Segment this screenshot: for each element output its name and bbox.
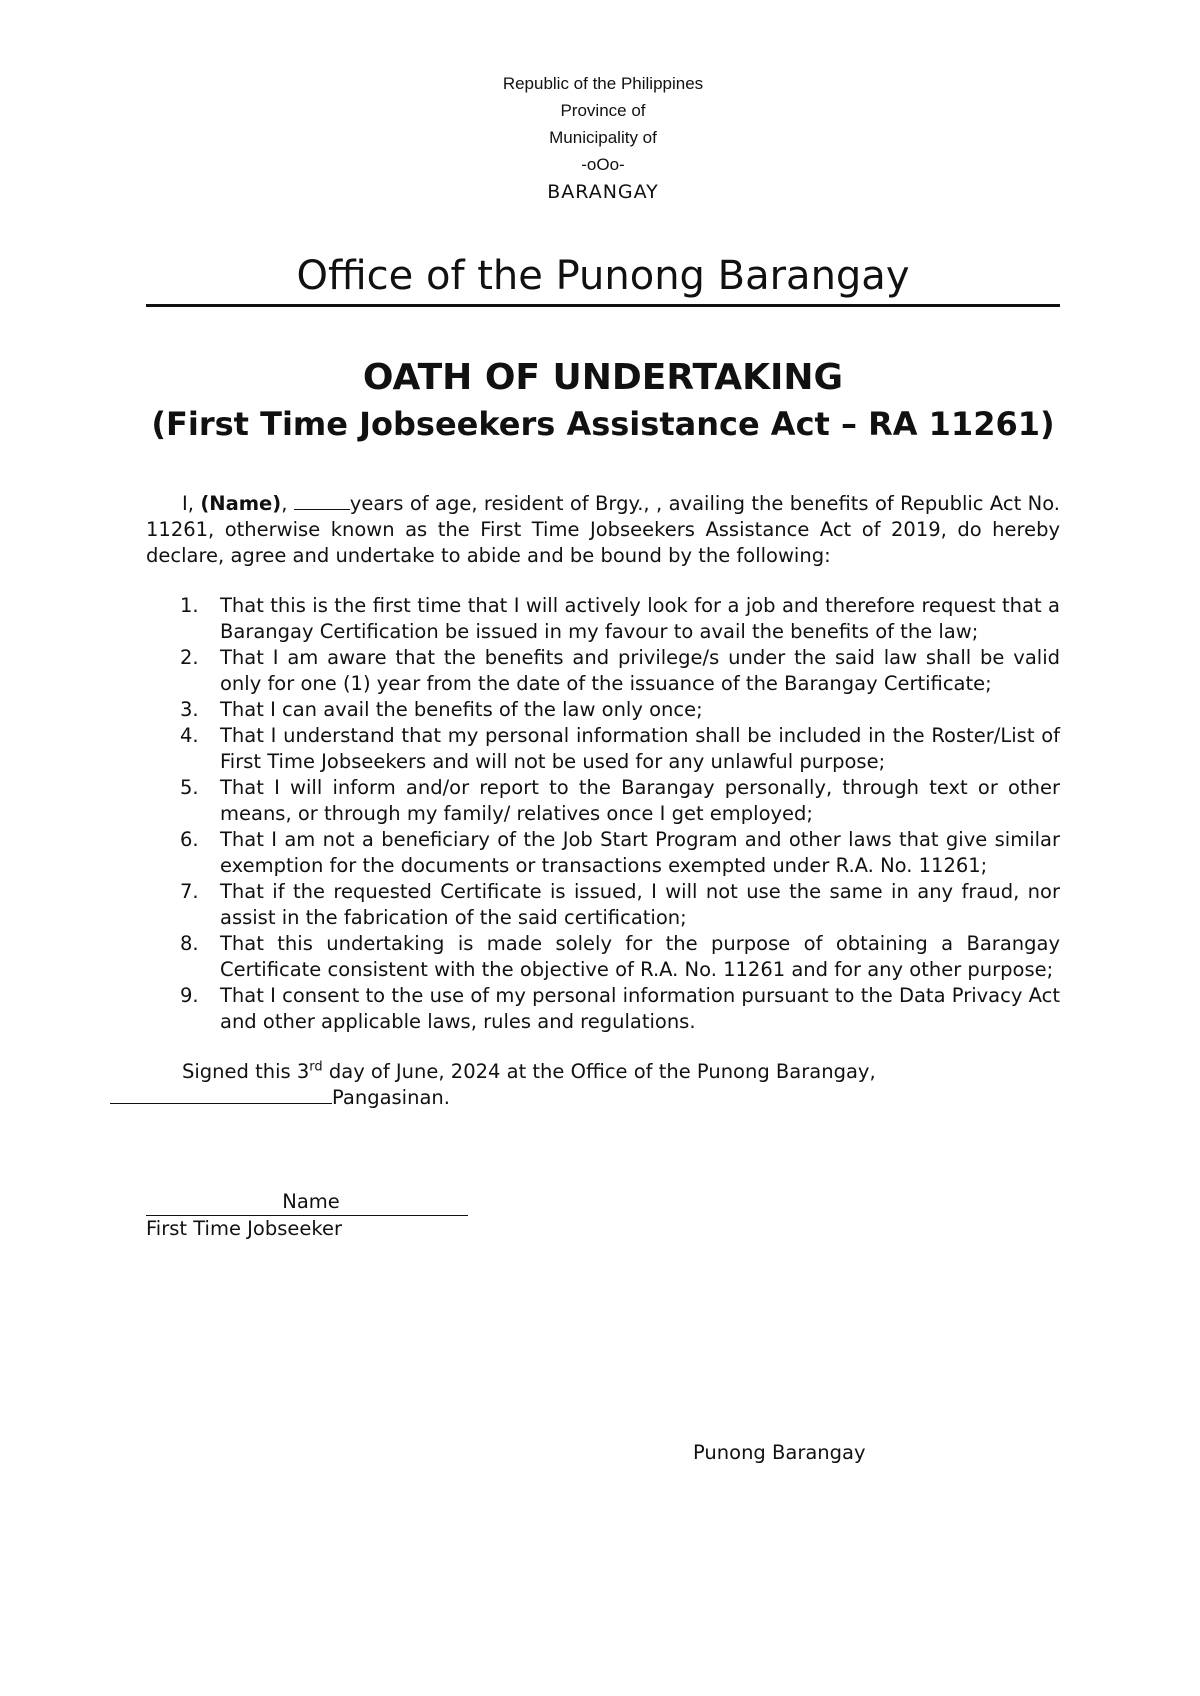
place-blank — [110, 1085, 332, 1104]
document-title: OATH OF UNDERTAKING — [362, 357, 844, 398]
list-item-number: 9. — [180, 984, 199, 1007]
list-item — [180, 879, 1060, 931]
list-item — [180, 931, 1060, 983]
list-item-number: 8. — [180, 932, 199, 955]
signature-name-line: Name — [146, 1189, 468, 1216]
letterhead — [146, 70, 1060, 206]
signed-superscript: rd — [309, 1059, 323, 1075]
separator-line: -oOo- — [581, 155, 625, 174]
punong-barangay-signature: Punong Barangay — [693, 1441, 866, 1464]
intro-comma: , — [281, 492, 294, 515]
signed-paragraph — [146, 1059, 1060, 1111]
municipality-line: Municipality of — [549, 128, 657, 147]
office-title: Office of the Punong Barangay — [146, 250, 1060, 307]
list-item-number: 5. — [180, 776, 199, 799]
list-item — [180, 645, 1060, 697]
list-item-text: That I consent to the use of my personal information pursuant to the Data Privacy Act and other applicable laws, rules and regulations. — [220, 984, 1060, 1033]
name-placeholder: (Name) — [200, 492, 282, 515]
document-subtitle: (First Time Jobseekers Assistance Act – RA 11261) — [151, 405, 1055, 443]
list-item — [180, 827, 1060, 879]
list-item — [180, 775, 1060, 827]
list-item-number: 2. — [180, 646, 199, 669]
intro-text: years of age, resident of Brgy., , availing the benefits of Republic Act No. 11261, otherwise known as the First Time Jobseekers Assistance Act of 2019, do hereby declare, agree and undertake to abide and be bound by the following: — [146, 492, 1061, 567]
age-blank — [294, 491, 350, 510]
signed-rest: day of June, 2024 at the Office of the Punong Barangay, — [322, 1060, 876, 1083]
list-item — [180, 723, 1060, 775]
intro-prefix: I, — [182, 492, 201, 515]
province-line: Province of — [560, 101, 646, 120]
list-item-number: 7. — [180, 880, 199, 903]
republic-line: Republic of the Philippines — [502, 74, 704, 93]
intro-paragraph — [146, 491, 1060, 569]
document-page — [146, 70, 1060, 1242]
list-item-number: 4. — [180, 724, 199, 747]
list-item-text: That I will inform and/or report to the Barangay personally, through text or other means, or through my family/ relatives once I get employed; — [220, 776, 1060, 825]
list-item-text: That I am not a beneficiary of the Job Start Program and other laws that give similar exemption for the documents or transactions exempted under R.A. No. 11261; — [220, 828, 1060, 877]
list-item-text: That this undertaking is made solely for the purpose of obtaining a Barangay Certificate consistent with the objective of R.A. No. 11261 and for any other purpose; — [220, 932, 1060, 981]
list-item-number: 6. — [180, 828, 199, 851]
list-item-text: That I understand that my personal information shall be included in the Roster/List of First Time Jobseekers and will not be used for any unlawful purpose; — [220, 724, 1060, 773]
signature-role: First Time Jobseeker — [146, 1217, 342, 1240]
list-item-number: 1. — [180, 594, 199, 617]
list-item — [180, 697, 1060, 723]
barangay-line: BARANGAY — [547, 181, 659, 203]
document-body — [146, 491, 1060, 1111]
undertaking-list — [146, 593, 1060, 1035]
list-item-text: That I am aware that the benefits and privilege/s under the said law shall be valid only for one (1) year from the date of the issuance of the Barangay Certificate; — [220, 646, 1060, 695]
place-suffix: Pangasinan. — [332, 1086, 450, 1109]
jobseeker-signature — [146, 1189, 1060, 1242]
list-item-number: 3. — [180, 698, 199, 721]
list-item — [180, 983, 1060, 1035]
list-item-text: That I can avail the benefits of the law only once; — [220, 698, 703, 721]
list-item — [180, 593, 1060, 645]
list-item-text: That this is the first time that I will actively look for a job and therefore request that a Barangay Certification be issued in my favour to avail the benefits of the law; — [220, 594, 1060, 643]
list-item-text: That if the requested Certificate is issued, I will not use the same in any fraud, nor assist in the fabrication of the said certification; — [220, 880, 1060, 929]
signed-prefix: Signed this 3 — [182, 1060, 310, 1083]
